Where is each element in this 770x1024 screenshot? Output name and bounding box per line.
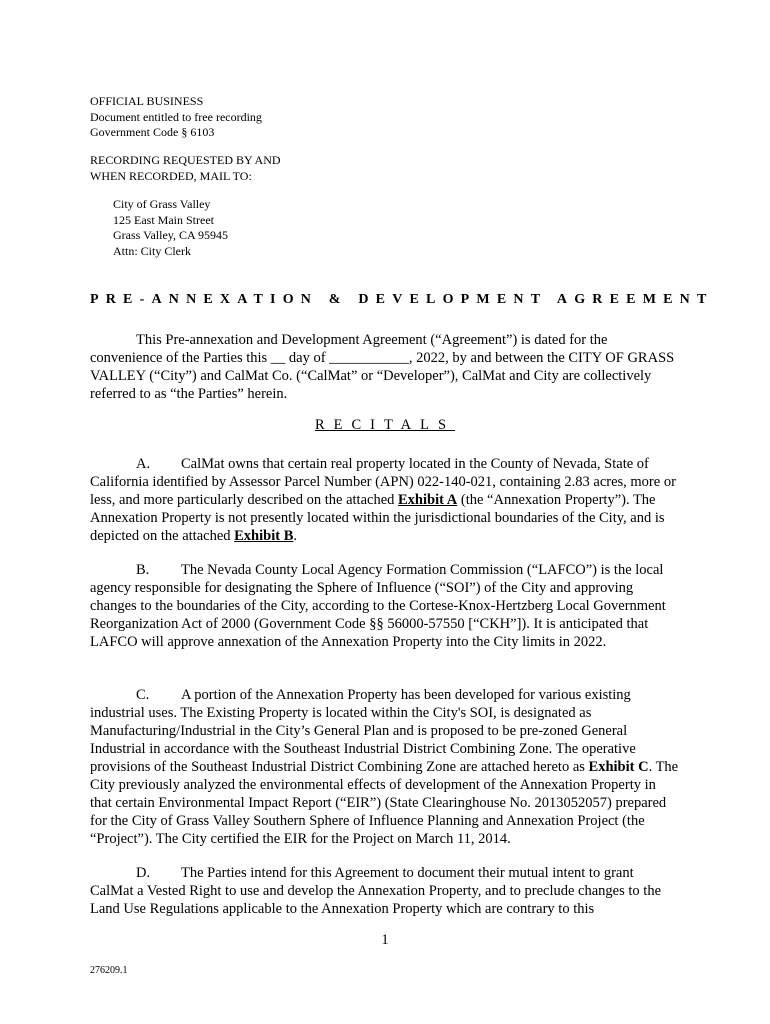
address-line: 125 East Main Street — [113, 212, 214, 227]
recital-c — [90, 686, 680, 848]
intro-paragraph — [90, 331, 680, 403]
recording-line: WHEN RECORDED, MAIL TO: — [90, 168, 252, 183]
recital-letter: C. — [136, 687, 150, 703]
official-line: Document entitled to free recording — [90, 109, 262, 124]
recital-text: . The City previously analyzed the environmental effects of development of the Annexation Property in that certain Environmental Impact Report (“EIR”) (State Clearinghouse No. 2013052057) prepared for the City of Grass Valley Southern Sphere of Influence Planning and Annexation Project (the “Project”). The City certified the EIR for the Project on March 11, 2014. — [90, 759, 679, 847]
recital-letter: B. — [136, 562, 150, 578]
recital-text: The Nevada County Local Agency Formation Commission (“LAFCO”) is the local agency responsible for designating the Sphere of Influence (“SOI”) of the City and approving changes to the boundaries of the City, according to the Cortese-Knox-Hertzberg Local Government Reorganization Act of 2000 (Government Code §§ 56000-57550 [“CKH”]). It is anticipated that LAFCO will approve annexation of the Annexation Property into the City limits in 2022. — [90, 562, 666, 650]
exhibit-b-reference: Exhibit B — [234, 528, 294, 544]
recitals-heading: RECITALS — [314, 417, 456, 433]
official-line: OFFICIAL BUSINESS — [90, 94, 204, 108]
document-id: 276209.1 — [90, 965, 128, 976]
recital-b — [90, 561, 680, 651]
mailing-address-block — [113, 197, 228, 259]
recital-letter: D. — [136, 865, 151, 881]
recital-text: (the “Annexation Property”). The Annexation Property is not presently located within the jurisdictional boundaries of the City, and is depicted on the attached — [90, 492, 665, 544]
recording-line: RECORDING REQUESTED BY AND — [90, 153, 281, 167]
exhibit-c-reference: Exhibit C — [588, 759, 649, 775]
recital-d — [90, 864, 680, 918]
recital-text: The Parties intend for this Agreement to document their mutual intent to grant CalMat a Vested Right to use and develop the Annexation Property, and to preclude changes to the Land Use Regulations applicable to the Annexation Property which are contrary to this — [90, 865, 662, 917]
recital-a — [90, 455, 680, 545]
recital-text: . — [293, 528, 297, 544]
address-line: Grass Valley, CA 95945 — [113, 228, 228, 242]
address-line: Attn: City Clerk — [113, 243, 191, 258]
agreement-title: PRE-ANNEXATION & DEVELOPMENT AGREEMENT — [90, 292, 714, 307]
intro-text: This Pre-annexation and Development Agreement (“Agreement”) is dated for the convenience of the Parties this __ day of ___________, 2022, by and between the CITY OF GRASS VALLEY (“City”) and CalMat Co. (“CalMat” or “Developer”), CalMat and City are collectively referred to as “the Parties” herein. — [90, 332, 675, 402]
recital-letter: A. — [136, 456, 151, 472]
recording-requested-block — [90, 153, 281, 184]
exhibit-a-reference: Exhibit A — [398, 492, 458, 508]
recital-text: CalMat owns that certain real property located in the County of Nevada, State of California identified by Assessor Parcel Number (APN) 022-140-021, containing 2.83 acres, more or less, and more particularly described on the attached — [90, 456, 676, 508]
address-line: City of Grass Valley — [113, 197, 211, 211]
official-business-block — [90, 94, 262, 141]
official-line: Government Code § 6103 — [90, 125, 215, 139]
page-number: 1 — [381, 932, 389, 948]
recital-text: A portion of the Annexation Property has been developed for various existing industrial uses. The Existing Property is located within the City's SOI, is designated as Manufacturing/Industrial in the City’s General Plan and is proposed to be pre-zoned General Industrial in accordance with the Southeast Industrial District Combining Zone. The operative provisions of the Southeast Industrial District Combining Zone are attached hereto as — [90, 687, 636, 775]
